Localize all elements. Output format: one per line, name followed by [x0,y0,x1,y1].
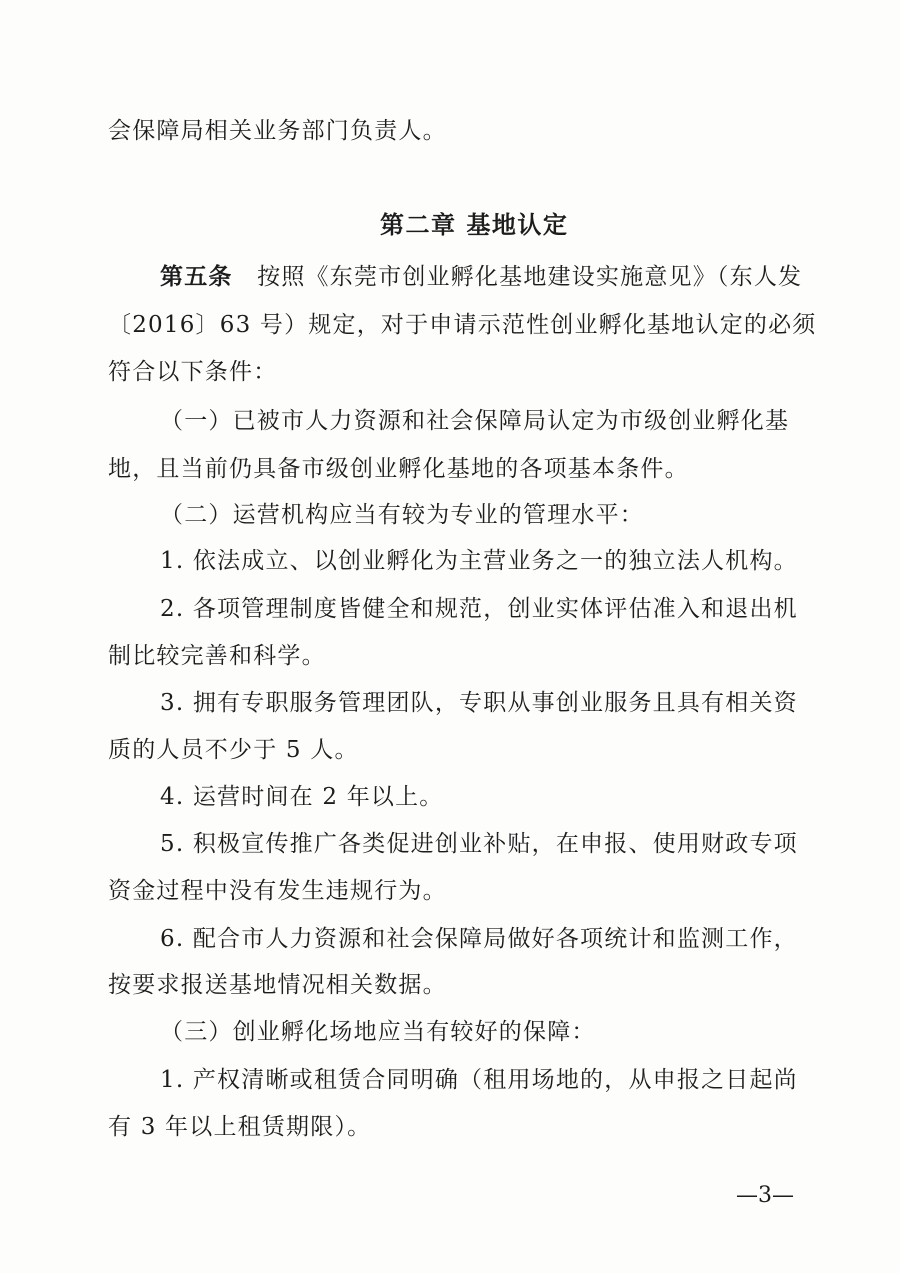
article-line: 〔2016〕63 号）规定，对于申请示范性创业孵化基地认定的必须 [108,312,817,338]
article-first-line [160,262,802,292]
paragraph-line: （二）运营机构应当有较为专业的管理水平： [160,502,644,528]
article-text: 按照《东莞市创业孵化基地建设实施意见》（东人发 [257,264,803,290]
paragraph-line: （一）已被市人力资源和社会保障局认定为市级创业孵化基 [160,408,790,434]
paragraph-line: 4. 运营时间在 2 年以上。 [160,784,444,810]
paragraph-line: 地，且当前仍具备市级创业孵化基地的各项基本条件。 [108,456,689,482]
paragraph-line: 2. 各项管理制度皆健全和规范，创业实体评估准入和退出机 [160,596,798,622]
paragraph-line: （三）创业孵化场地应当有较好的保障： [160,1019,596,1045]
paragraph-line: 制比较完善和科学。 [108,643,326,669]
paragraph-line: 6. 配合市人力资源和社会保障局做好各项统计和监测工作， [160,926,798,952]
chapter-heading: 第二章 基地认定 [380,211,569,239]
paragraph-line: 1. 产权清晰或租赁合同明确（租用场地的，从申报之日起尚 [160,1067,798,1093]
carry-over-line: 会保障局相关业务部门负责人。 [108,118,447,144]
paragraph-line: 5. 积极宣传推广各类促进创业补贴，在申报、使用财政专项 [160,831,798,857]
page-number: —3— [736,1183,794,1208]
paragraph-line: 1. 依法成立、以创业孵化为主营业务之一的独立法人机构。 [160,548,798,574]
paragraph-line: 按要求报送基地情况相关数据。 [108,972,447,998]
paragraph-line: 3. 拥有专职服务管理团队，专职从事创业服务且具有相关资 [160,690,798,716]
article-line: 符合以下条件： [108,359,278,385]
article-label: 第五条 [160,264,233,290]
paragraph-line: 资金过程中没有发生违规行为。 [108,878,447,904]
paragraph-line: 质的人员不少于 5 人。 [108,737,359,763]
paragraph-line: 有 3 年以上租赁期限）。 [108,1114,372,1140]
